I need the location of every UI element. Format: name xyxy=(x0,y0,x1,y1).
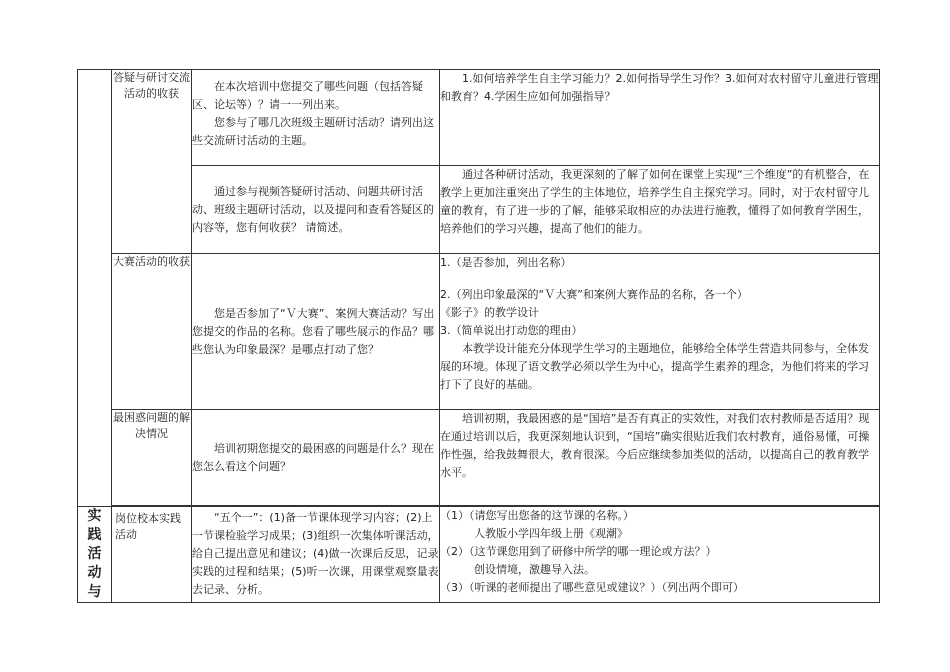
question-text: 在本次培训中您提交了哪些问题（包括答疑区、论坛等）？请一一列出来。 xyxy=(192,80,423,111)
section-char: 动 xyxy=(87,565,102,581)
category-label-puzzle: 最困惑问题的解决情况 xyxy=(113,411,190,440)
category-cell-practice xyxy=(112,507,192,603)
question-text: “五个一”：(1)备一节课体现学习内容；(2)上一节课检验学习成果；(3)组织一次集体听课活动，给自己提出意见和建议；(4)做一次课后反思，记录实践的过程和结果；(5)听一次课，用课堂观察量表去记录、分析。 xyxy=(192,511,439,596)
question-text: 您是否参加了“Ｖ大赛”、案例大赛活动？写出您提交的作品的名称。您看了哪些展示的作品？哪些您认为印象最深？是哪点打动了您？ xyxy=(192,306,435,356)
answer-cell-qa-1 xyxy=(440,70,880,166)
table-row xyxy=(78,254,880,410)
answer-cell-contest xyxy=(440,254,880,410)
answer-text: 通过各种研讨活动，我更深刻的了解了如何在课堂上实现“三个维度”的有机整合，在教学上更加注重突出了学生的主体地位，培养学生自主探究学习。同时，对于农村留守儿童的教育，有了进一步的了解，能够采取相应的办法进行施教，懂得了如何教育学困生，培养他们的学习兴趣，提高了他们的能力。 xyxy=(440,168,870,235)
answer-text: 创设情境，激趣导入法。 xyxy=(474,563,595,576)
category-label-contest: 大赛活动的收获 xyxy=(113,255,190,268)
answer-text: 人教版小学四年级上册《观潮》 xyxy=(474,527,628,540)
answer-text: （3）（听课的老师提出了哪些意见或建议？）（列出两个即可） xyxy=(440,581,744,594)
question-cell-practice xyxy=(192,507,440,603)
answer-text: 《影子》的教学设计 xyxy=(440,306,539,319)
category-cell-contest xyxy=(112,254,192,410)
answer-cell-qa-2 xyxy=(440,166,880,254)
section-side-cell xyxy=(78,70,112,507)
answer-text: 3.（简单说出打动您的理由） xyxy=(440,324,583,337)
category-label-qa: 答疑与研讨交流活动的收获 xyxy=(113,71,190,100)
section-char: 践 xyxy=(87,527,102,543)
table-row xyxy=(78,70,880,166)
answer-text: 1.（是否参加，列出名称） xyxy=(440,256,572,269)
table-row xyxy=(78,507,880,603)
section-label-practice xyxy=(78,507,112,603)
section-char: 活 xyxy=(87,546,102,562)
answer-text: 培训初期，我最困惑的是“国培”是否有真正的实效性，对我们农村教师是否适用？现在通过培训以后，我更深刻地认识到，“国培”确实很贴近我们农村教育，通俗易懂，可操作性强，给我鼓舞很大，教育很深。今后应继续参加类似的活动，以提高自己的教育教学水平。 xyxy=(440,412,870,479)
answer-cell-practice xyxy=(440,507,880,603)
category-cell-puzzle xyxy=(112,410,192,506)
question-cell-qa-1 xyxy=(192,70,440,166)
question-cell-qa-2 xyxy=(192,166,440,254)
answer-text: 本教学设计能充分体现学生学习的主题地位，能够给全体学生营造共同参与，全体发展的环境。体现了语文教学必须以学生为中心，提高学生素养的理念，为他们将来的学习打下了良好的基础。 xyxy=(440,342,869,391)
question-text: 通过参与视频答疑研讨活动、问题共研讨活动、班级主题研讨活动，以及提问和查看答疑区的内容等，您有何收获？ 请简述。 xyxy=(192,184,434,234)
question-cell-contest xyxy=(192,254,440,410)
table-row xyxy=(78,166,880,254)
table-row xyxy=(78,410,880,506)
category-cell-qa xyxy=(112,70,192,254)
category-label-practice: 岗位校本实践活动 xyxy=(115,512,181,541)
answer-text: 1.如何培养学生自主学习能力？2.如何指导学生习作？3.如何对农村留守儿童进行管理和教育？4.学困生应如何加强指导？ xyxy=(440,72,879,103)
answer-text: （1）（请您写出您备的这节课的名称。） xyxy=(440,509,634,522)
answer-text: 2.（列出印象最深的“Ｖ大赛”和案例大赛作品的名称，各一个） xyxy=(440,288,748,301)
section-char: 实 xyxy=(87,508,102,524)
section-char: 与 xyxy=(87,584,102,600)
training-summary-table xyxy=(77,69,880,603)
answer-text: （2）（这节课您用到了研修中所学的哪一理论或方法？） xyxy=(440,545,717,558)
question-cell-puzzle xyxy=(192,410,440,506)
answer-cell-puzzle xyxy=(440,410,880,506)
question-text: 培训初期您提交的最困惑的问题是什么？现在您怎么看这个问题？ xyxy=(192,441,434,473)
question-text: 您参与了哪几次班级主题研讨活动？请列出这些交流研讨活动的主题。 xyxy=(192,116,434,147)
